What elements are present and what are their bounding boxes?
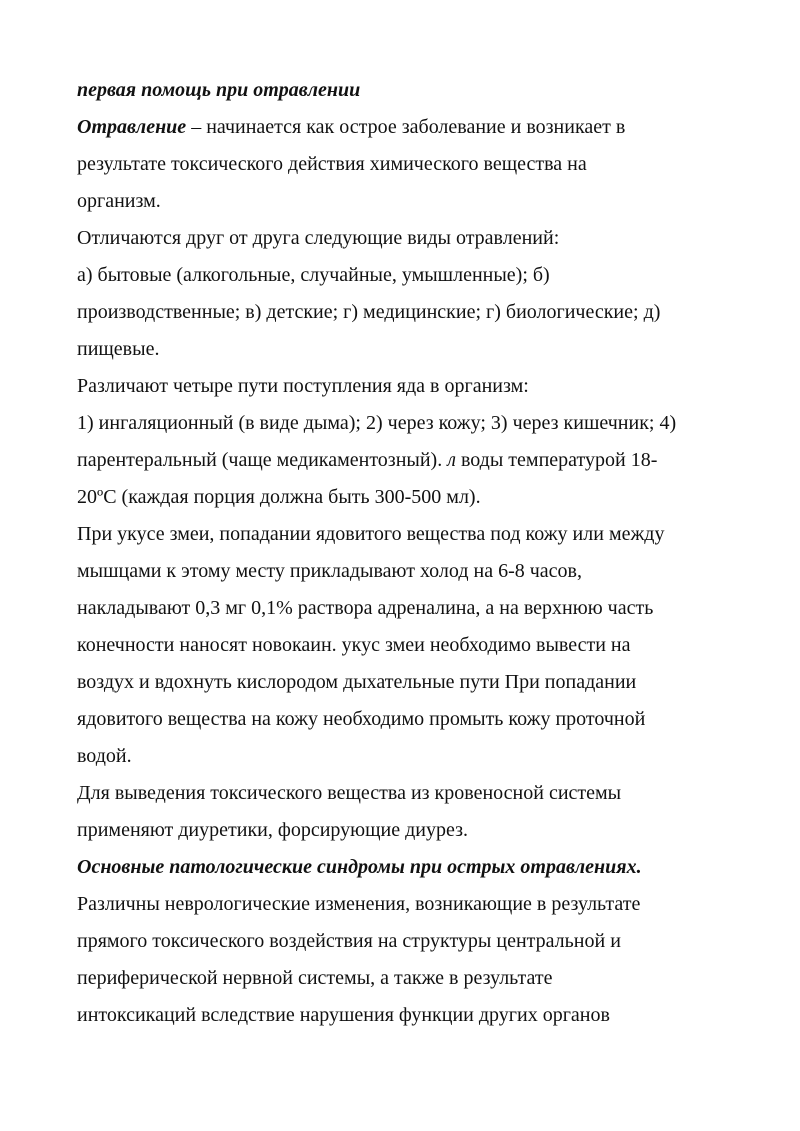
snake-line-3: накладывают 0,3 мг 0,1% раствора адреналина, а на верхнюю часть <box>77 597 654 619</box>
definition-term: Отравление <box>77 116 187 138</box>
definition-line-1 <box>77 109 737 146</box>
types-line-2: а) бытовые (алкогольные, случайные, умышленные); б) <box>77 264 550 286</box>
routes-line-3 <box>77 442 737 479</box>
snake-line-7: водой. <box>77 745 132 767</box>
types-line-3: производственные; в) детские; г) медицинские; г) биологические; д) <box>77 301 661 323</box>
snake-line-6: ядовитого вещества на кожу необходимо промыть кожу проточной <box>77 708 646 730</box>
neuro-line-2: прямого токсического воздействия на структуры центральной и <box>77 930 621 952</box>
types-line-4: пищевые. <box>77 338 160 360</box>
definition-line-3: организм. <box>77 190 161 212</box>
routes-line-1: Различают четыре пути поступления яда в организм: <box>77 375 529 397</box>
snake-line-4: конечности наносят новокаин. укус змеи необходимо вывести на <box>77 634 631 656</box>
neuro-line-3: периферической нервной системы, а также в результате <box>77 967 553 989</box>
routes-line-3-italic: л <box>447 449 456 471</box>
routes-line-3-end: воды температурой 18- <box>455 449 658 471</box>
snake-line-1: При укусе змеи, попадании ядовитого вещества под кожу или между <box>77 523 665 545</box>
neuro-line-4: интоксикаций вследствие нарушения функции других органов <box>77 1004 610 1026</box>
types-line-1: Отличаются друг от друга следующие виды отравлений: <box>77 227 560 249</box>
document-body <box>77 72 737 1034</box>
syndromes-heading: Основные патологические синдромы при острых отравлениях. <box>77 856 642 878</box>
routes-line-2: 1) ингаляционный (в виде дыма); 2) через кожу; 3) через кишечник; 4) <box>77 412 677 434</box>
removal-line-2: применяют диуретики, форсирующие диурез. <box>77 819 468 841</box>
definition-line-2: результате токсического действия химического вещества на <box>77 153 587 175</box>
definition-text: – начинается как острое заболевание и возникает в <box>186 116 626 138</box>
routes-line-3-start: парентеральный (чаще медикаментозный). <box>77 449 448 471</box>
removal-line-1: Для выведения токсического вещества из кровеносной системы <box>77 782 622 804</box>
snake-line-2: мышцами к этому месту прикладывают холод на 6-8 часов, <box>77 560 582 582</box>
routes-line-4: 20ºС (каждая порция должна быть 300-500 мл). <box>77 486 481 508</box>
document-title: первая помощь при отравлении <box>77 79 361 101</box>
neuro-line-1: Различны неврологические изменения, возникающие в результате <box>77 893 641 915</box>
snake-line-5: воздух и вдохнуть кислородом дыхательные пути При попадании <box>77 671 637 693</box>
